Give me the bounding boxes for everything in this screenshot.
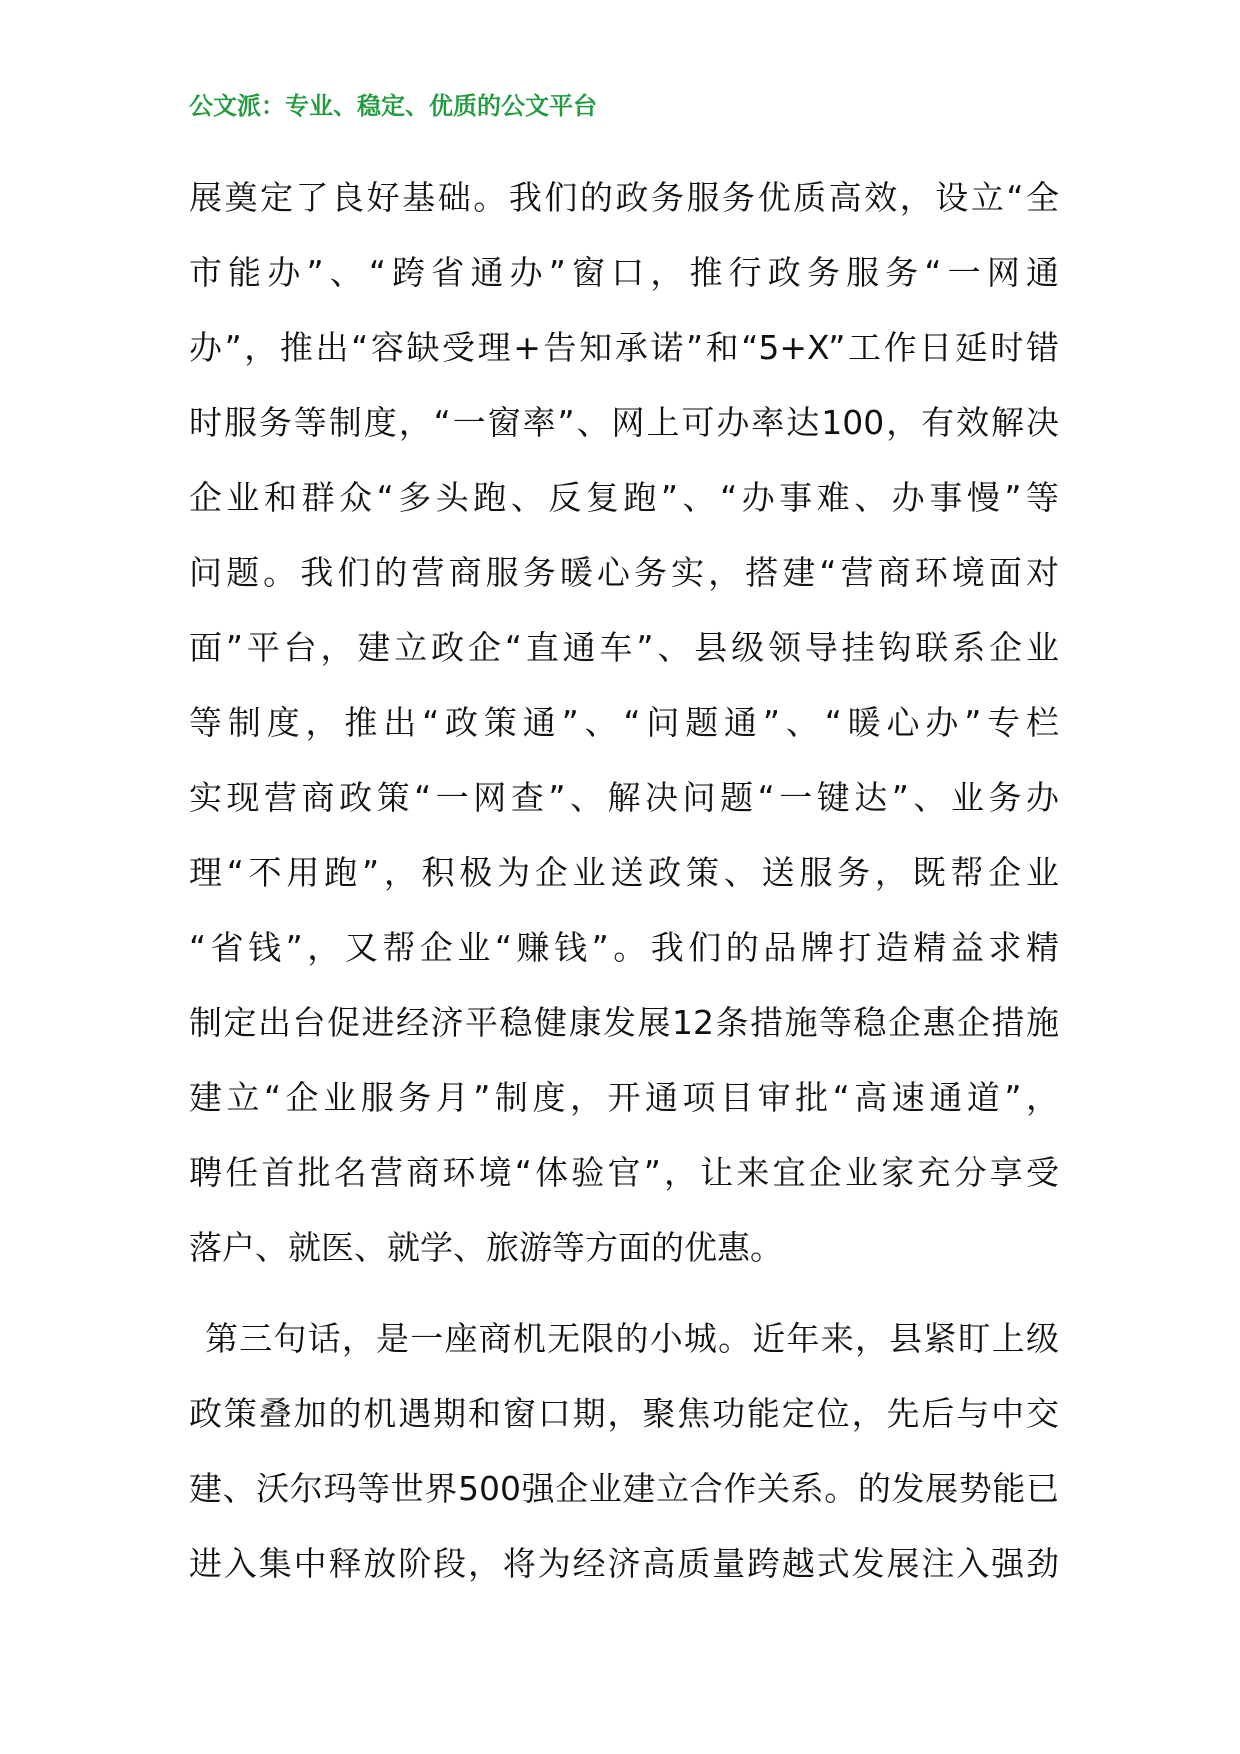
text-line: 聘任首批名营商环境“体验官”，让来宜企业家充分享受 [189,1153,1059,1192]
paragraph-2 [189,1301,1059,1601]
text-line: 第三句话，是一座商机无限的小城。近年来，县紧盯上级 [205,1319,1059,1358]
body-text [189,160,1059,1601]
text-line: 进入集中释放阶段，将为经济高质量跨越式发展注入强劲 [189,1544,1059,1583]
text-line: 市能办”、“跨省通办”窗口，推行政务服务“一网通 [189,253,1059,292]
text-line: 办”，推出“容缺受理+告知承诺”和“5+X”工作日延时错 [189,328,1060,367]
text-line: 展奠定了良好基础。我们的政务服务优质高效，设立“全 [189,178,1059,217]
text-line: 实现营商政策“一网查”、解决问题“一键达”、业务办 [189,778,1059,817]
page-header: 公文派：专业、稳定、优质的公文平台 [189,92,597,120]
text-line: 落户、就医、就学、旅游等方面的优惠。 [189,1228,783,1267]
text-line: 企业和群众“多头跑、反复跑”、“办事难、办事慢”等 [189,478,1059,517]
text-line: 理“不用跑”，积极为企业送政策、送服务，既帮企业 [189,853,1059,892]
text-line: 建、沃尔玛等世界500强企业建立合作关系。的发展势能已 [189,1469,1059,1508]
text-line: 面”平台，建立政企“直通车”、县级领导挂钩联系企业 [189,628,1059,667]
text-line: 时服务等制度，“一窗率”、网上可办率达100，有效解决 [189,403,1059,442]
paragraph-gap [189,1285,1059,1301]
text-line: 政策叠加的机遇期和窗口期，聚焦功能定位，先后与中交 [189,1394,1059,1433]
text-line: 建立“企业服务月”制度，开通项目审批“高速通道”， [189,1078,1059,1117]
paragraph-1 [189,160,1059,1285]
text-line: 等制度，推出“政策通”、“问题通”、“暖心办”专栏 [189,703,1059,742]
text-line: “省钱”，又帮企业“赚钱”。我们的品牌打造精益求精 [189,928,1059,967]
text-line: 制定出台促进经济平稳健康发展12条措施等稳企惠企措施 [189,1003,1059,1042]
text-line: 问题。我们的营商服务暖心务实，搭建“营商环境面对 [189,553,1059,592]
